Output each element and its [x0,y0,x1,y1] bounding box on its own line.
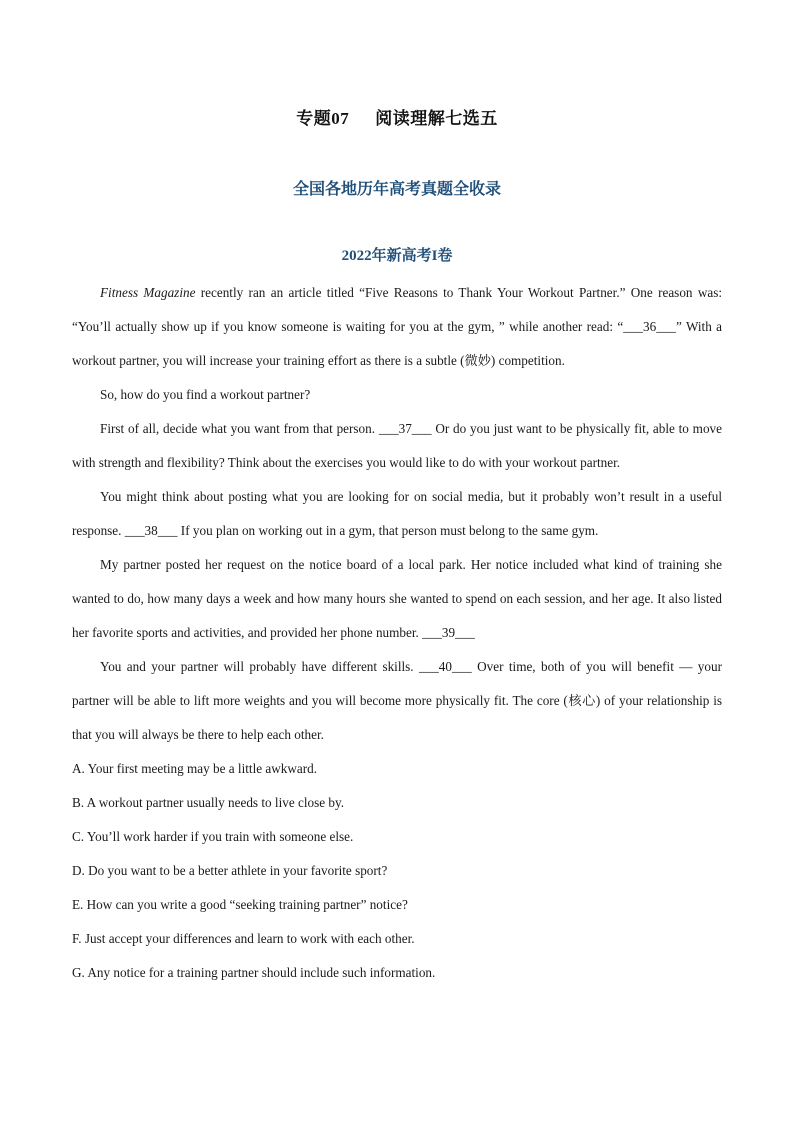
paragraph-6: You and your partner will probably have different skills. ___40___ Over time, both of you will benefit — your partner will be able to lift more weights and you will become more physically fit. The core (核心) of your relationship is that you will always be there to help each other. [72,659,722,742]
option-e: E. How can you write a good “seeking training partner” notice? [72,897,408,912]
blank-38: ___38___ [124,523,178,538]
answer-options [72,752,722,990]
paragraph-5: My partner posted her request on the notice board of a local park. Her notice included what kind of training she wanted to do, how many days a week and how many hours she wanted to spend on each session, and her age. It also listed her favorite sports and activities, and provided her phone number. ___39___ [72,557,722,640]
paragraph-4: You might think about posting what you are looking for on social media, but it probably won’t result in a useful response. ___38___ If you plan on working out in a gym, that person must belong to the same gym. [72,489,722,538]
option-b: B. A workout partner usually needs to live close by. [72,795,345,810]
section-heading: 2022年新高考I卷 [341,248,453,264]
option-f: F. Just accept your differences and learn to work with each other. [72,931,415,946]
blank-37: ___37___ [378,421,432,436]
blank-39: ___39___ [422,625,475,640]
reading-passage [72,276,722,990]
paragraph-1: Fitness Magazine recently ran an article titled “Five Reasons to Thank Your Workout Partner.” One reason was: “You’ll actually show up if you know someone is waiting for you at the gym, ” while another read: “___36___” With a workout partner, you will increase your training effort as there is a subtle (微妙) competition. [72,285,722,368]
option-c: C. You’ll work harder if you train with someone else. [72,829,354,844]
blank-40: ___40___ [418,659,472,674]
paragraph-3: First of all, decide what you want from that person. ___37___ Or do you just want to be physically fit, able to move with strength and flexibility? Think about the exercises you would like to do with your workout partner. [72,421,722,470]
title-topic-number: 专题07 [296,109,350,128]
blank-36: ___36___ [623,319,676,334]
magazine-name: Fitness Magazine [100,285,196,300]
title-topic-name: 阅读理解七选五 [375,109,498,128]
option-g: G. Any notice for a training partner should include such information. [72,965,436,980]
option-a: A. Your first meeting may be a little awkward. [72,761,318,776]
page-subtitle: 全国各地历年高考真题全收录 [292,181,501,198]
page-title [0,104,794,129]
option-d: D. Do you want to be a better athlete in your favorite sport? [72,863,388,878]
paragraph-2: So, how do you find a workout partner? [100,387,311,402]
